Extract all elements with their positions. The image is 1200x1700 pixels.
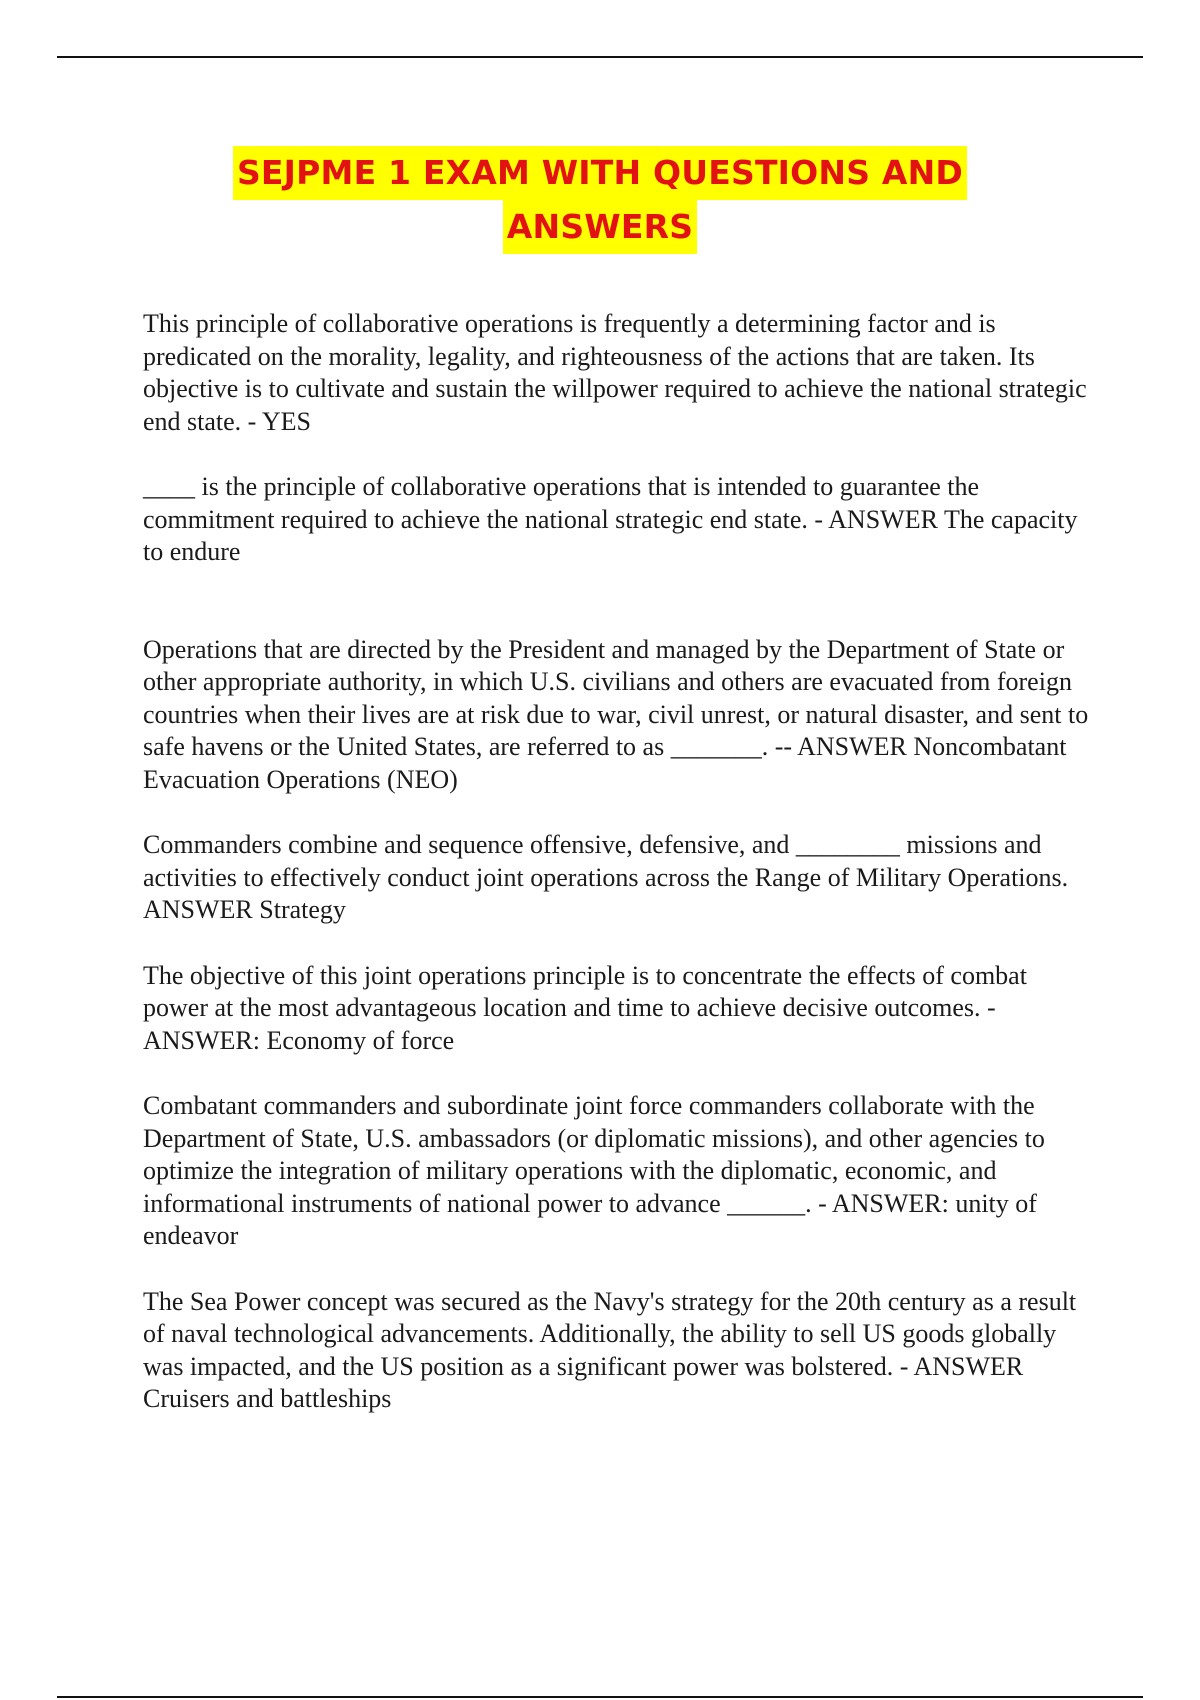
- qa-list: [143, 308, 1093, 1416]
- qa-item: ____ is the principle of collaborative operations that is intended to guarantee the commitment required to achieve the national strategic end state. - ANSWER The capacity to endure: [143, 472, 1078, 566]
- qa-item: Commanders combine and sequence offensive, defensive, and ________ missions and activities to effectively conduct joint operations across the Range of Military Operations. ANSWER Strategy: [143, 830, 1069, 924]
- bottom-rule: [57, 1696, 1143, 1698]
- qa-item: This principle of collaborative operations is frequently a determining factor and is predicated on the morality, legality, and righteousness of the actions that are taken. Its objective is to cultivate and sustain the willpower required to achieve the national strategic end state. - YES: [143, 309, 1087, 436]
- qa-item: The objective of this joint operations principle is to concentrate the effects of combat power at the most advantageous location and time to achieve decisive outcomes. - ANSWER: Economy of force: [143, 960, 1027, 1055]
- document-title: [0, 146, 1200, 254]
- title-line-2: ANSWERS: [503, 200, 697, 254]
- top-rule: [57, 56, 1143, 58]
- qa-item: The Sea Power concept was secured as the Navy's strategy for the 20th century as a result of naval technological advancements. Additionally, the ability to sell US goods globally was impacted, and the US position as a significant power was bolstered. - ANSWER Cruisers and battleships: [143, 1286, 1077, 1413]
- qa-item: Operations that are directed by the President and managed by the Department of State or other appropriate authority, in which U.S. civilians and others are evacuated from foreign countries when their lives are at risk due to war, civil unrest, or natural disaster, and sent to safe havens or the United States, are referred to as _______. -- ANSWER Noncombatant Evacuation Operations (NEO): [143, 634, 1089, 794]
- title-line-1: SEJPME 1 EXAM WITH QUESTIONS AND: [233, 146, 967, 200]
- qa-item: Combatant commanders and subordinate joint force commanders collaborate with the Department of State, U.S. ambassadors (or diplomatic missions), and other agencies to optimize the integration of military operations with the diplomatic, economic, and informational instruments of national power to advance ______. - ANSWER: unity of endeavor: [143, 1091, 1045, 1250]
